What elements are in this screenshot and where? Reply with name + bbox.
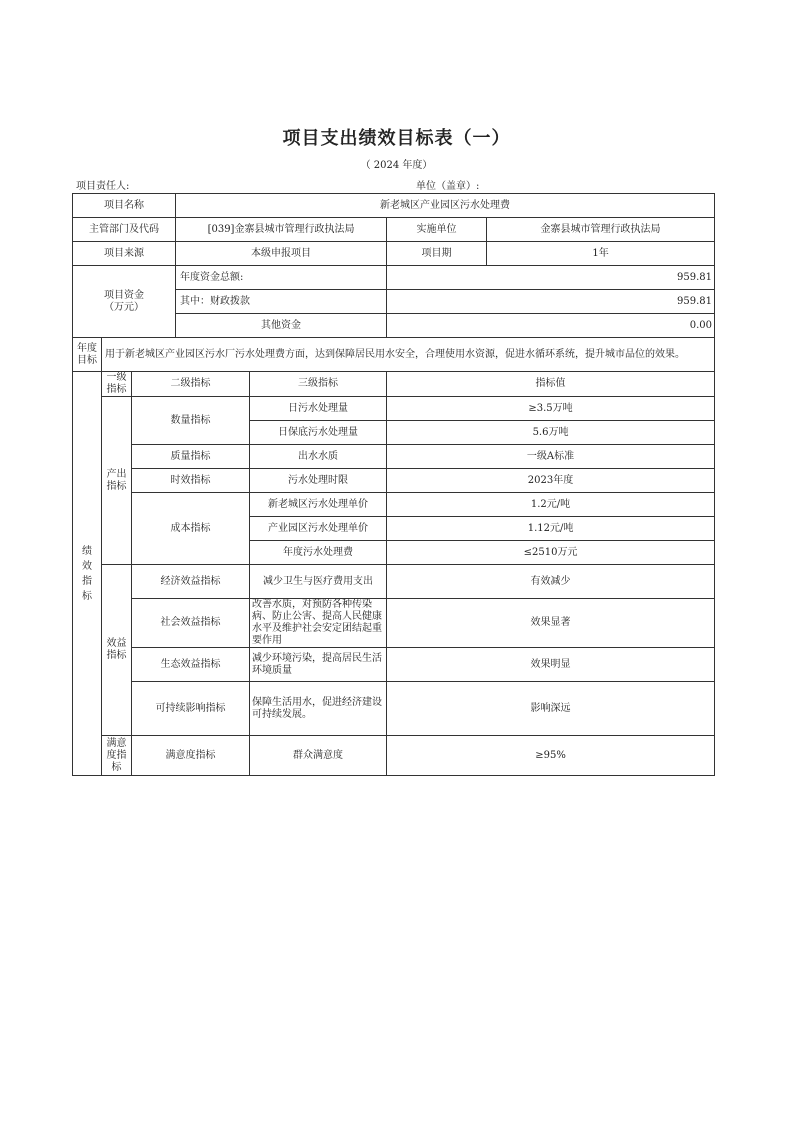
- funds-fiscal-label: 其中：财政拨款: [176, 290, 387, 314]
- funds-total-value: 959.81: [387, 266, 715, 290]
- table-row: [73, 372, 715, 397]
- table-row: [73, 242, 715, 266]
- indicator-name: 群众满意度: [250, 736, 387, 776]
- indicator-name: 新老城区污水处理单价: [250, 493, 387, 517]
- quantity-label: 数量指标: [132, 397, 250, 445]
- indicator-value: 有效减少: [387, 565, 715, 599]
- table-row: [73, 194, 715, 218]
- period-label: 项目期: [387, 242, 487, 266]
- benefit-level2: 可持续影响指标: [132, 682, 250, 736]
- indicator-name: 减少卫生与医疗费用支出: [250, 565, 387, 599]
- table-row: [73, 682, 715, 736]
- indicator-name: 出水水质: [250, 445, 387, 469]
- benefit-level2: 经济效益指标: [132, 565, 250, 599]
- indicator-value: ≥95%: [387, 736, 715, 776]
- benefit-level2: 生态效益指标: [132, 648, 250, 682]
- indicator-value: 一级A标准: [387, 445, 715, 469]
- head-level1: 一级指标: [102, 372, 132, 397]
- table-row: [73, 736, 715, 776]
- indicator-value: 影响深远: [387, 682, 715, 736]
- year-line: （ 2024 年度）: [360, 160, 433, 171]
- table-row: [73, 648, 715, 682]
- period-value: 1年: [487, 242, 715, 266]
- table-row: [73, 218, 715, 242]
- head-level2: 二级指标: [132, 372, 250, 397]
- indicator-value: 效果明显: [387, 648, 715, 682]
- indicator-value: ≤2510万元: [387, 541, 715, 565]
- annual-goal-text: 用于新老城区产业园区污水厂污水处理费方面，达到保障居民用水安全，合理使用水资源，促进水循环系统，提升城市品位的效果。: [102, 338, 715, 372]
- indicator-name: 保障生活用水，促进经济建设可持续发展。: [250, 682, 387, 736]
- source-value: 本级申报项目: [176, 242, 387, 266]
- table-row: [73, 445, 715, 469]
- indicator-value: 1.2元/吨: [387, 493, 715, 517]
- indicator-name: 日污水处理量: [250, 397, 387, 421]
- table-row: [73, 338, 715, 372]
- table-row: [73, 397, 715, 421]
- indicator-name: 改善水质，对预防各种传染病、防止公害、提高人民健康水平及维护社会安定团结起重要作用: [250, 599, 387, 648]
- satisfaction-level2: 满意度指标: [132, 736, 250, 776]
- funds-other-label: 其他资金: [176, 314, 387, 338]
- indicator-value: 5.6万吨: [387, 421, 715, 445]
- funds-label: 项目资金（万元）: [73, 266, 176, 338]
- performance-table-body: [72, 193, 715, 776]
- impl-value: 金寨县城市管理行政执法局: [487, 218, 715, 242]
- table-row: [73, 266, 715, 290]
- project-name-label: 项目名称: [73, 194, 176, 218]
- indicator-name: 日保底污水处理量: [250, 421, 387, 445]
- project-name-value: 新老城区产业园区污水处理费: [176, 194, 715, 218]
- output-label: 产出指标: [102, 397, 132, 565]
- impl-label: 实施单位: [387, 218, 487, 242]
- table-row: [73, 469, 715, 493]
- quality-label: 质量指标: [132, 445, 250, 469]
- head-level3: 三级指标: [250, 372, 387, 397]
- responsible-label: 项目责任人:: [76, 181, 130, 192]
- indicator-name: 产业园区污水处理单价: [250, 517, 387, 541]
- funds-other-value: 0.00: [387, 314, 715, 338]
- benefit-level2: 社会效益指标: [132, 599, 250, 648]
- dept-value: [039]金寨县城市管理行政执法局: [176, 218, 387, 242]
- unit-label: 单位（盖章）:: [416, 181, 480, 192]
- annual-goal-label: 年度目标: [73, 338, 102, 372]
- cost-label: 成本指标: [132, 493, 250, 565]
- indicator-name: 污水处理时限: [250, 469, 387, 493]
- table-row: [73, 565, 715, 599]
- indicator-value: 2023年度: [387, 469, 715, 493]
- indicator-name: 年度污水处理费: [250, 541, 387, 565]
- indicator-name: 减少环境污染，提高居民生活环境质量: [250, 648, 387, 682]
- indicator-value: ≥3.5万吨: [387, 397, 715, 421]
- funds-total-label: 年度资金总额:: [176, 266, 387, 290]
- source-label: 项目来源: [73, 242, 176, 266]
- benefit-label: 效益指标: [102, 565, 132, 736]
- indicators-section-label: 绩效指标: [73, 372, 102, 776]
- table-row: [73, 493, 715, 517]
- table-row: [73, 599, 715, 648]
- timeliness-label: 时效指标: [132, 469, 250, 493]
- indicator-value: 1.12元/吨: [387, 517, 715, 541]
- dept-label: 主管部门及代码: [73, 218, 176, 242]
- page-title: 项目支出绩效目标表（一）: [282, 128, 511, 149]
- head-value: 指标值: [387, 372, 715, 397]
- funds-fiscal-value: 959.81: [387, 290, 715, 314]
- indicator-value: 效果显著: [387, 599, 715, 648]
- satisfaction-label: 满意度指标: [102, 736, 132, 776]
